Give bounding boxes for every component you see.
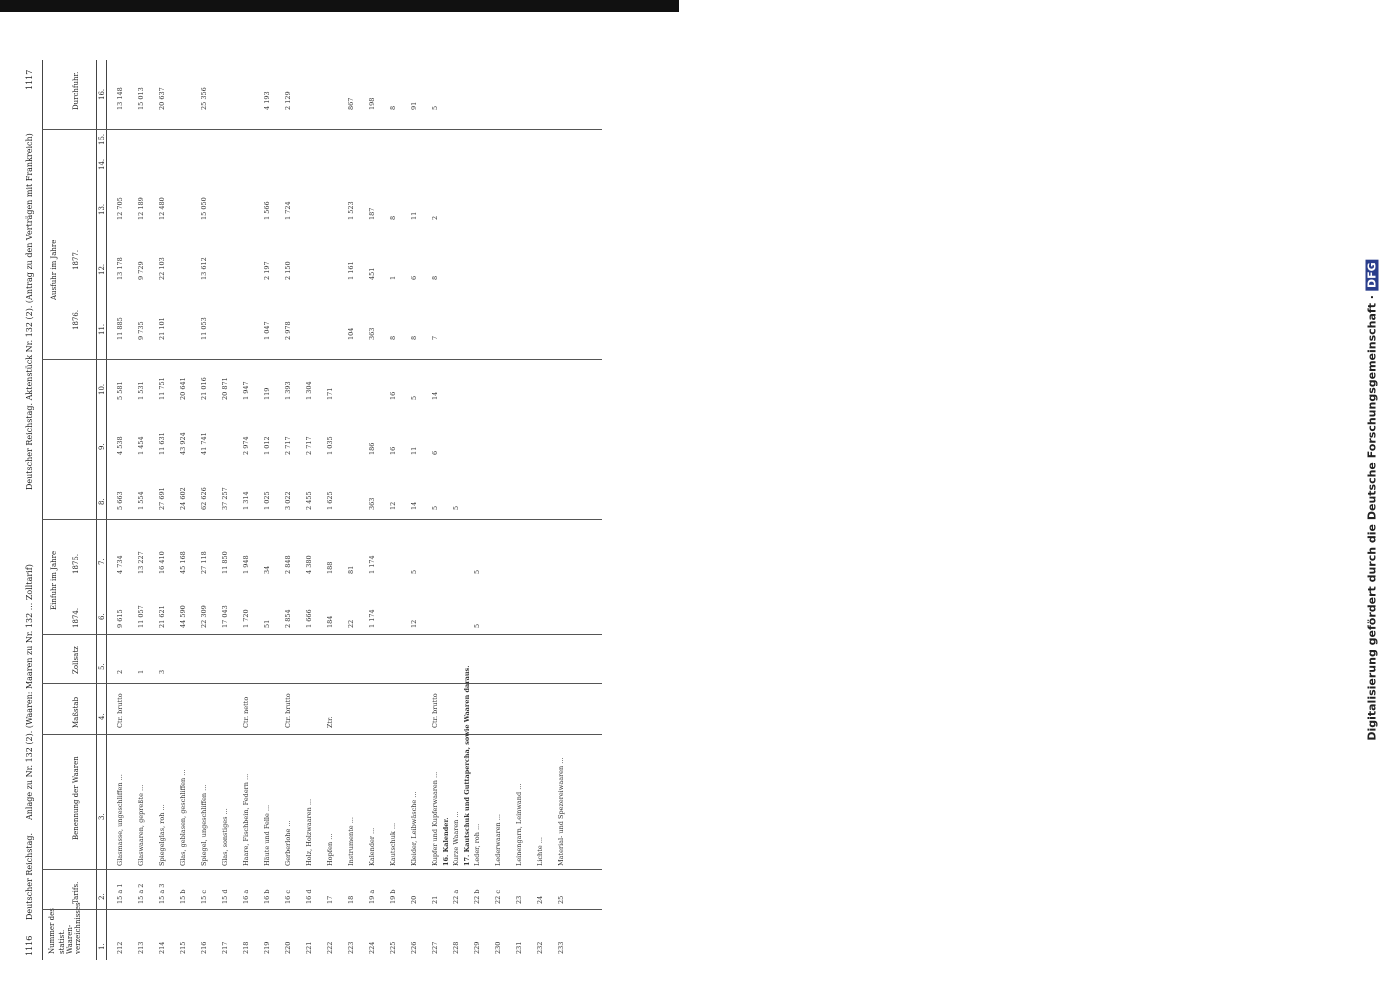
- cell-a: 22 309: [200, 605, 208, 628]
- cell-f: 21 101: [158, 317, 166, 340]
- column-index: 12.: [98, 263, 106, 275]
- cell-c: 1 554: [137, 491, 145, 510]
- dfg-credit: [1366, 259, 1379, 740]
- cell-f: 1 047: [263, 321, 271, 340]
- cell-no: 225: [389, 941, 397, 954]
- cell-c: 24 602: [179, 487, 187, 510]
- cell-d: 11: [410, 446, 418, 455]
- cell-b: 45 168: [179, 551, 187, 574]
- cell-tarif: 15 d: [221, 889, 229, 904]
- cell-c: 14: [410, 501, 418, 510]
- cell-no: 233: [557, 941, 565, 954]
- col-zollsatz: Zollsatz: [72, 646, 80, 674]
- cell-d: 11 631: [158, 432, 166, 455]
- cell-c: 27 691: [158, 487, 166, 510]
- cell-c: 5 663: [116, 491, 124, 510]
- cell-e: 1 947: [242, 381, 250, 400]
- cell-b: 5: [410, 569, 418, 574]
- cell-desc: Glasmasse, ungeschliffen ...: [116, 774, 124, 866]
- cell-h: 187: [368, 207, 376, 220]
- column-index: 11.: [98, 323, 106, 335]
- cell-b: 1 174: [368, 555, 376, 574]
- cell-d: 1 454: [137, 436, 145, 455]
- cell-desc: Kautschuk ...: [389, 822, 397, 866]
- cell-desc: Holz, Holzwaaren ...: [305, 798, 313, 866]
- cell-h: 12 705: [116, 197, 124, 220]
- cell-tarif: 18: [347, 895, 355, 904]
- table-row: [494, 60, 503, 960]
- cell-no: 228: [452, 941, 460, 954]
- cell-d: 186: [368, 442, 376, 455]
- table-row: [389, 60, 398, 960]
- cell-desc: Kleider, Leibwäsche ...: [410, 791, 418, 866]
- rotated-table-page: [20, 60, 660, 960]
- cell-i: 20 637: [158, 87, 166, 110]
- cell-c: 1 314: [242, 491, 250, 510]
- cell-i: 8: [389, 105, 397, 110]
- cell-e: 5: [410, 395, 418, 400]
- cell-d: 1 012: [263, 436, 271, 455]
- right-page-number: 1117: [25, 69, 34, 90]
- cell-e: 20 871: [221, 377, 229, 400]
- column-index: 14.: [98, 158, 106, 170]
- col-einfuhr: Einfuhr im Jahre: [50, 550, 58, 610]
- cell-f: 9 735: [137, 321, 145, 340]
- cell-no: 212: [116, 941, 124, 954]
- cell-g: 9 729: [137, 261, 145, 280]
- cell-no: 227: [431, 941, 439, 954]
- cell-c: 12: [389, 501, 397, 510]
- cell-b: 1 948: [242, 555, 250, 574]
- left-running-head: Deutscher Reichstag.: [25, 832, 34, 920]
- cell-desc: Gerberlohe ...: [284, 820, 292, 866]
- cell-a: 17 043: [221, 605, 229, 628]
- cell-b: 34: [263, 565, 271, 574]
- cell-d: 43 924: [179, 432, 187, 455]
- cell-g: 13 178: [116, 257, 124, 280]
- column-index: 6.: [98, 613, 106, 620]
- table-row: [305, 60, 314, 960]
- col-durchfuhr: Durchfuhr.: [72, 71, 80, 110]
- cell-tarif: 16 c: [284, 890, 292, 904]
- cell-desc: Lederwaaren ...: [494, 814, 502, 866]
- cell-rate: 1: [137, 669, 145, 674]
- cell-a: 1 720: [242, 609, 250, 628]
- cell-e: 20 641: [179, 377, 187, 400]
- cell-h: 11: [410, 211, 418, 220]
- cell-tarif: 22 c: [494, 890, 502, 904]
- cell-desc: Kalender ...: [368, 827, 376, 866]
- cell-b: 5: [473, 569, 481, 574]
- cell-e: 5 581: [116, 381, 124, 400]
- cell-b: 81: [347, 565, 355, 574]
- table-row: [284, 60, 293, 960]
- cell-c: 3 022: [284, 491, 292, 510]
- cell-g: 22 103: [158, 257, 166, 280]
- cell-b: 4 734: [116, 555, 124, 574]
- cell-c: 5: [431, 505, 439, 510]
- cell-f: 2 978: [284, 321, 292, 340]
- cell-c: 363: [368, 497, 376, 510]
- cell-a: 9 615: [116, 609, 124, 628]
- column-index: 13.: [98, 203, 106, 215]
- cell-c: 37 257: [221, 487, 229, 510]
- cell-e: 11 751: [158, 377, 166, 400]
- cell-b: 27 118: [200, 551, 208, 574]
- cell-h: 15 050: [200, 197, 208, 220]
- cell-desc: Hopfen ...: [326, 833, 334, 866]
- table-row: [158, 60, 167, 960]
- cell-tarif: 16 d: [305, 889, 313, 904]
- cell-rate: 3: [158, 669, 166, 674]
- table-row: [200, 60, 209, 960]
- cell-no: 220: [284, 941, 292, 954]
- cell-rate: 2: [116, 669, 124, 674]
- cell-a: 184: [326, 615, 334, 628]
- cell-i: 91: [410, 101, 418, 110]
- col-statist: statist. Waaren-verzeichnisses: [58, 902, 82, 954]
- column-index: 10.: [98, 383, 106, 395]
- cell-a: 21 621: [158, 605, 166, 628]
- cell-desc: Häute und Felle ...: [263, 804, 271, 866]
- cell-e: 14: [431, 391, 439, 400]
- column-index: 16.: [98, 88, 106, 100]
- cell-desc: Leinengarn, Leinwand ...: [515, 783, 523, 866]
- column-index: 15.: [98, 133, 106, 145]
- cell-e: 1 531: [137, 381, 145, 400]
- cell-f: 8: [410, 335, 418, 340]
- cell-b: 13 227: [137, 551, 145, 574]
- cell-h: 12 189: [137, 197, 145, 220]
- cell-i: 5: [431, 105, 439, 110]
- cell-h: 1 724: [284, 201, 292, 220]
- cell-c: 1 625: [326, 491, 334, 510]
- cell-a: 11 057: [137, 605, 145, 628]
- cell-f: 7: [431, 335, 439, 340]
- cell-desc: Material- und Spezereiwaaren ...: [557, 757, 565, 866]
- cell-i: 25 356: [200, 87, 208, 110]
- cell-tarif: 15 a 2: [137, 883, 145, 904]
- dfg-logo: DFG: [1366, 259, 1379, 291]
- cell-no: 232: [536, 941, 544, 954]
- column-index: 4.: [98, 713, 106, 720]
- cell-f: 11 053: [200, 317, 208, 340]
- cell-c: 5: [452, 505, 460, 510]
- table-row: [116, 60, 125, 960]
- table-row: [347, 60, 356, 960]
- cell-e: 1 304: [305, 381, 313, 400]
- table-row: [137, 60, 146, 960]
- cell-desc: Glas, geblasen, geschliffen ...: [179, 769, 187, 866]
- cell-no: 213: [137, 941, 145, 954]
- table-row: [368, 60, 377, 960]
- cell-a: 1 666: [305, 609, 313, 628]
- table-row: [515, 60, 524, 960]
- cell-g: 6: [410, 275, 418, 280]
- rule-top: [42, 60, 43, 960]
- cell-tarif: 19 a: [368, 889, 376, 904]
- cell-no: 215: [179, 941, 187, 954]
- cell-no: 226: [410, 941, 418, 954]
- digitization-credit-strip: [679, 0, 1379, 1000]
- column-index: 7.: [98, 558, 106, 565]
- left-page-number: 1116: [25, 935, 34, 956]
- cell-d: 41 741: [200, 432, 208, 455]
- cell-h: 1 566: [263, 201, 271, 220]
- column-index: 2.: [98, 893, 106, 900]
- cell-b: 16 410: [158, 551, 166, 574]
- cell-i: 4 193: [263, 91, 271, 110]
- cell-desc: Spiegelglas, roh ...: [158, 804, 166, 866]
- cell-tarif: 22 b: [473, 889, 481, 904]
- cell-unit: Ctr. brutto: [284, 693, 292, 728]
- table-row: [536, 60, 545, 960]
- cell-i: 2 129: [284, 91, 292, 110]
- cell-g: 2 197: [263, 261, 271, 280]
- cell-b: 2 848: [284, 555, 292, 574]
- table-row: [326, 60, 335, 960]
- cell-e: 21 016: [200, 377, 208, 400]
- cell-desc: Haare, Fischbein, Federn ...: [242, 773, 250, 866]
- cell-tarif: 16 a: [242, 889, 250, 904]
- cell-unit: Ctr. netto: [242, 696, 250, 728]
- col-1876: 1876.: [72, 309, 80, 330]
- cell-no: 224: [368, 941, 376, 954]
- cell-tarif: 23: [515, 895, 523, 904]
- cell-no: 221: [305, 941, 313, 954]
- cell-no: 230: [494, 941, 502, 954]
- cell-tarif: 21: [431, 895, 439, 904]
- cell-a: 2 854: [284, 609, 292, 628]
- cell-c: 62 626: [200, 487, 208, 510]
- cell-f: 363: [368, 327, 376, 340]
- cell-d: 2 717: [305, 436, 313, 455]
- col-benennung: Benennung der Waaren: [72, 756, 80, 840]
- cell-tarif: 15 c: [200, 890, 208, 904]
- cell-tarif: 15 a 1: [116, 883, 124, 904]
- cell-tarif: 15 a 3: [158, 883, 166, 904]
- cell-a: 51: [263, 619, 271, 628]
- cell-tarif: 19 b: [389, 889, 397, 904]
- column-index: 9.: [98, 443, 106, 450]
- rule-header: [96, 60, 97, 960]
- cell-desc: Glaswaaren, gepreßte ...: [137, 784, 145, 866]
- table-row: [263, 60, 272, 960]
- col-nummer: Nummer des: [48, 908, 56, 954]
- cell-desc: Lichte ...: [536, 837, 544, 866]
- cell-no: 216: [200, 941, 208, 954]
- cell-d: 1 035: [326, 436, 334, 455]
- section-heading: 16. Kalender.: [442, 817, 450, 866]
- col-1875: 1875.: [72, 553, 80, 574]
- cell-desc: Kupfer und Kupferwaaren ...: [431, 771, 439, 866]
- col-ausfuhr: Ausfuhr im Jahre: [50, 239, 58, 300]
- cell-i: 198: [368, 97, 376, 110]
- column-index: 8.: [98, 498, 106, 505]
- cell-g: 13 612: [200, 257, 208, 280]
- cell-d: 16: [389, 446, 397, 455]
- cell-a: 44 590: [179, 605, 187, 628]
- cell-unit: Ztr.: [326, 716, 334, 728]
- cell-d: 6: [431, 450, 439, 455]
- cell-desc: Glas, sonstiges ...: [221, 808, 229, 866]
- cell-f: 104: [347, 327, 355, 340]
- cell-a: 1 174: [368, 609, 376, 628]
- rule-index: [106, 60, 107, 960]
- cell-h: 8: [389, 215, 397, 220]
- cell-no: 229: [473, 941, 481, 954]
- col-1874: 1874.: [72, 607, 80, 628]
- table-row: [179, 60, 188, 960]
- cell-g: 2 150: [284, 261, 292, 280]
- cell-desc: Leder, roh ...: [473, 823, 481, 866]
- column-index: 3.: [98, 813, 106, 820]
- cell-h: 1 523: [347, 201, 355, 220]
- cell-h: 2: [431, 215, 439, 220]
- dfg-credit-text: Digitalisierung gefördert durch die Deutsche Forschungsgemeinschaft ·: [1365, 295, 1379, 741]
- cell-tarif: 15 b: [179, 889, 187, 904]
- cell-unit: Ctr. brutto: [116, 693, 124, 728]
- top-black-bar: [0, 0, 707, 12]
- cell-f: 8: [389, 335, 397, 340]
- cell-no: 223: [347, 941, 355, 954]
- cell-no: 217: [221, 941, 229, 954]
- cell-e: 1 393: [284, 381, 292, 400]
- table-row: [431, 60, 440, 960]
- cell-tarif: 17: [326, 895, 334, 904]
- col-einheit: Maßstab: [72, 696, 80, 728]
- cell-b: 4 380: [305, 555, 313, 574]
- cell-no: 214: [158, 941, 166, 954]
- cell-g: 1 161: [347, 261, 355, 280]
- table-row: [557, 60, 566, 960]
- cell-b: 188: [326, 561, 334, 574]
- cell-c: 1 025: [263, 491, 271, 510]
- cell-tarif: 25: [557, 895, 565, 904]
- cell-h: 12 480: [158, 197, 166, 220]
- cell-g: 1: [389, 275, 397, 280]
- cell-i: 867: [347, 97, 355, 110]
- cell-desc: Spiegel, ungeschliffen ...: [200, 784, 208, 866]
- section-heading: 17. Kautschuk und Guttapercha, sowie Waaren daraus.: [463, 665, 471, 866]
- cell-a: 12: [410, 619, 418, 628]
- cell-c: 2 455: [305, 491, 313, 510]
- table-row: [221, 60, 230, 960]
- cell-tarif: 20: [410, 895, 418, 904]
- cell-i: 13 148: [116, 87, 124, 110]
- cell-no: 231: [515, 941, 523, 954]
- cell-i: 15 013: [137, 87, 145, 110]
- cell-no: 218: [242, 941, 250, 954]
- cell-d: 2 717: [284, 436, 292, 455]
- col-1877: 1877.: [72, 249, 80, 270]
- cell-d: 2 974: [242, 436, 250, 455]
- table-row: [410, 60, 419, 960]
- cell-unit: Ctr. brutto: [431, 693, 439, 728]
- cell-g: 451: [368, 267, 376, 280]
- table-row: [473, 60, 482, 960]
- column-index: 1.: [98, 943, 106, 950]
- cell-no: 222: [326, 941, 334, 954]
- table-row: [242, 60, 251, 960]
- cell-desc: Instrumente ...: [347, 817, 355, 866]
- table-row: [452, 60, 461, 960]
- right-heading: Deutscher Reichstag. Aktenstück Nr. 132 (2). (Antrag zu den Verträgen mit Frankreich): [25, 133, 34, 490]
- cell-e: 119: [263, 387, 271, 400]
- cell-tarif: 16 b: [263, 889, 271, 904]
- column-index: 5.: [98, 663, 106, 670]
- cell-tarif: 22 a: [452, 889, 460, 904]
- cell-b: 11 850: [221, 551, 229, 574]
- cell-a: 22: [347, 619, 355, 628]
- cell-no: 219: [263, 941, 271, 954]
- cell-a: 5: [473, 623, 481, 628]
- left-heading: Anlage zu Nr. 132 (2). (Waaren: Maaren zu Nr. 132 ... Zolltarif): [25, 564, 34, 820]
- cell-g: 8: [431, 275, 439, 280]
- col-tarifs: Tarifs.: [72, 881, 80, 904]
- cell-d: 4 538: [116, 436, 124, 455]
- cell-f: 11 885: [116, 317, 124, 340]
- cell-e: 171: [326, 387, 334, 400]
- cell-e: 16: [389, 391, 397, 400]
- cell-desc: Kurze Waaren ...: [452, 811, 460, 866]
- cell-tarif: 24: [536, 895, 544, 904]
